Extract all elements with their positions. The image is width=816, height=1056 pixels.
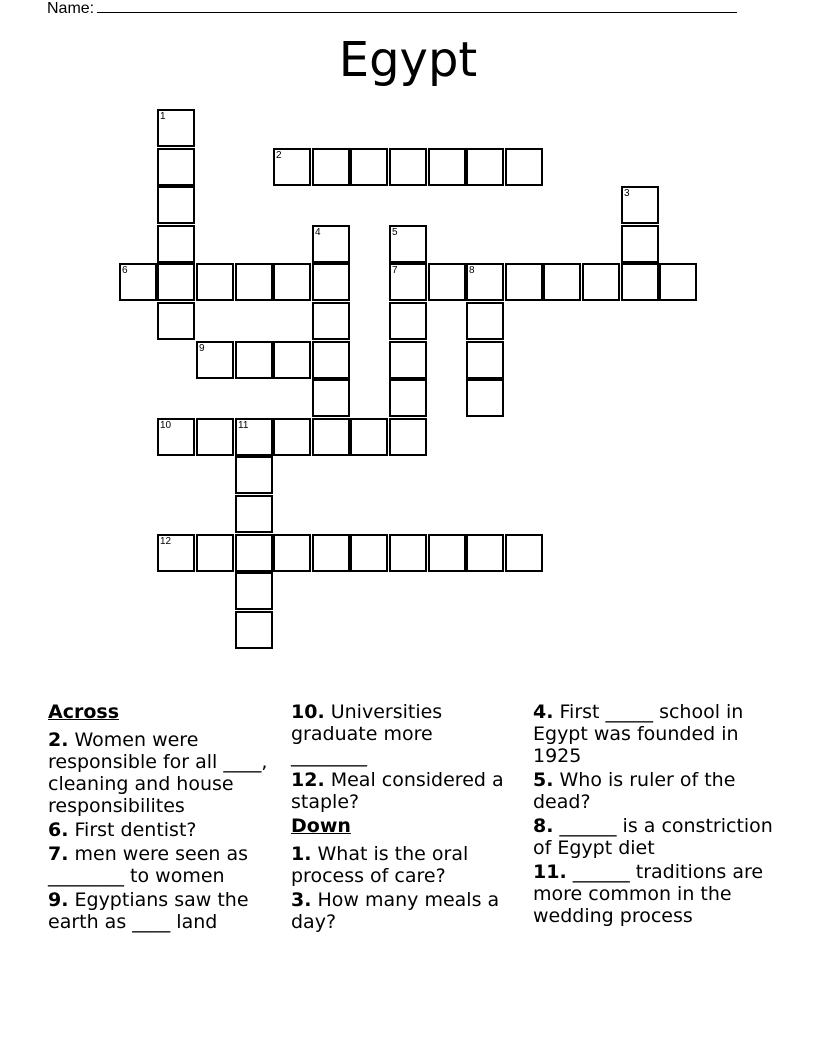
crossword-cell[interactable] xyxy=(621,186,659,224)
clue-number: 6 xyxy=(122,265,128,276)
crossword-cell[interactable] xyxy=(389,263,427,301)
clue-column-2 xyxy=(291,701,506,935)
clue-down-8: 8. ______ is a constriction of Egypt diet xyxy=(533,815,773,859)
crossword-cell[interactable] xyxy=(312,148,350,186)
crossword-cell[interactable] xyxy=(312,418,350,456)
crossword-cell[interactable] xyxy=(119,263,157,301)
clue-column-1 xyxy=(48,701,283,935)
crossword-cell[interactable] xyxy=(505,534,543,572)
clue-down-11: 11. ______ traditions are more common in the wedding process xyxy=(533,861,764,927)
clue-number: 4 xyxy=(315,227,321,238)
crossword-cell[interactable] xyxy=(196,263,234,301)
clue-number: 1 xyxy=(160,111,166,122)
crossword-cell[interactable] xyxy=(466,534,504,572)
clue-number: 5 xyxy=(392,227,398,238)
crossword-cell[interactable] xyxy=(505,263,543,301)
clue-down-3: 3. How many meals a day? xyxy=(291,889,500,933)
crossword-cell[interactable] xyxy=(235,572,273,610)
crossword-cell[interactable] xyxy=(428,263,466,301)
crossword-cell[interactable] xyxy=(428,534,466,572)
crossword-cell[interactable] xyxy=(312,341,350,379)
crossword-cell[interactable] xyxy=(428,148,466,186)
crossword-cell[interactable] xyxy=(157,225,195,263)
clue-number: 7 xyxy=(392,265,398,276)
crossword-cell[interactable] xyxy=(273,534,311,572)
clue-number: 2 xyxy=(276,150,282,161)
clue-number: 3 xyxy=(624,188,630,199)
clue-across-10: 10. Universities graduate more ________ xyxy=(291,701,443,767)
crossword-cell[interactable] xyxy=(350,148,388,186)
down-heading: Down xyxy=(291,815,351,837)
crossword-cell[interactable] xyxy=(157,109,195,147)
crossword-cell[interactable] xyxy=(157,534,195,572)
crossword-cell[interactable] xyxy=(235,456,273,494)
crossword-cell[interactable] xyxy=(466,263,504,301)
crossword-cell[interactable] xyxy=(235,263,273,301)
crossword-cell[interactable] xyxy=(235,495,273,533)
crossword-cell[interactable] xyxy=(659,263,697,301)
crossword-cell[interactable] xyxy=(621,225,659,263)
crossword-cell[interactable] xyxy=(157,302,195,340)
crossword-cell[interactable] xyxy=(235,534,273,572)
clue-down-4: 4. First _____ school in Egypt was founded in 1925 xyxy=(533,701,744,767)
page-title: Egypt xyxy=(338,32,478,88)
crossword-cell[interactable] xyxy=(157,263,195,301)
crossword-cell[interactable] xyxy=(157,186,195,224)
clue-across-7: 7. men were seen as ________ to women xyxy=(48,843,249,887)
crossword-cell[interactable] xyxy=(312,379,350,417)
crossword-cell[interactable] xyxy=(235,341,273,379)
crossword-cell[interactable] xyxy=(389,225,427,263)
clue-number: 12 xyxy=(160,536,172,547)
crossword-cell[interactable] xyxy=(235,418,273,456)
crossword-cell[interactable] xyxy=(466,148,504,186)
crossword-cell[interactable] xyxy=(389,302,427,340)
crossword-cell[interactable] xyxy=(235,611,273,649)
crossword-cell[interactable] xyxy=(196,341,234,379)
crossword-cell[interactable] xyxy=(273,341,311,379)
crossword-cell[interactable] xyxy=(350,418,388,456)
crossword-cell[interactable] xyxy=(273,263,311,301)
crossword-cell[interactable] xyxy=(389,341,427,379)
crossword-cell[interactable] xyxy=(273,148,311,186)
across-heading: Across xyxy=(48,701,120,723)
name-label: Name: xyxy=(47,0,95,17)
crossword-cell[interactable] xyxy=(466,379,504,417)
crossword-cell[interactable] xyxy=(582,263,620,301)
clue-number: 11 xyxy=(238,420,249,431)
crossword-cell[interactable] xyxy=(543,263,581,301)
clue-down-1: 1. What is the oral process of care? xyxy=(291,843,469,887)
crossword-cell[interactable] xyxy=(389,379,427,417)
crossword-cell[interactable] xyxy=(389,148,427,186)
crossword-cell[interactable] xyxy=(157,418,195,456)
crossword-cell[interactable] xyxy=(350,534,388,572)
crossword-cell[interactable] xyxy=(389,534,427,572)
crossword-cell[interactable] xyxy=(196,418,234,456)
crossword-cell[interactable] xyxy=(157,148,195,186)
clue-across-6: 6. First dentist? xyxy=(48,819,197,841)
crossword-cell[interactable] xyxy=(273,418,311,456)
crossword-cell[interactable] xyxy=(312,534,350,572)
clue-across-2: 2. Women were responsible for all ____, cleaning and house responsibilites xyxy=(48,729,268,817)
crossword-cell[interactable] xyxy=(312,225,350,263)
crossword-cell[interactable] xyxy=(312,302,350,340)
crossword-cell[interactable] xyxy=(466,302,504,340)
crossword-cell[interactable] xyxy=(505,148,543,186)
clue-down-5: 5. Who is ruler of the dead? xyxy=(533,769,736,813)
clue-number: 8 xyxy=(469,265,475,276)
crossword-cell[interactable] xyxy=(389,418,427,456)
clue-number: 10 xyxy=(160,420,172,431)
crossword-cell[interactable] xyxy=(466,341,504,379)
crossword-cell[interactable] xyxy=(312,263,350,301)
clue-column-3 xyxy=(533,701,773,929)
clue-across-9: 9. Egyptians saw the earth as ____ land xyxy=(48,889,249,933)
crossword-cell[interactable] xyxy=(621,263,659,301)
crossword-cell[interactable] xyxy=(196,534,234,572)
clue-across-12: 12. Meal considered a staple? xyxy=(291,769,504,813)
clue-number: 9 xyxy=(199,343,205,354)
